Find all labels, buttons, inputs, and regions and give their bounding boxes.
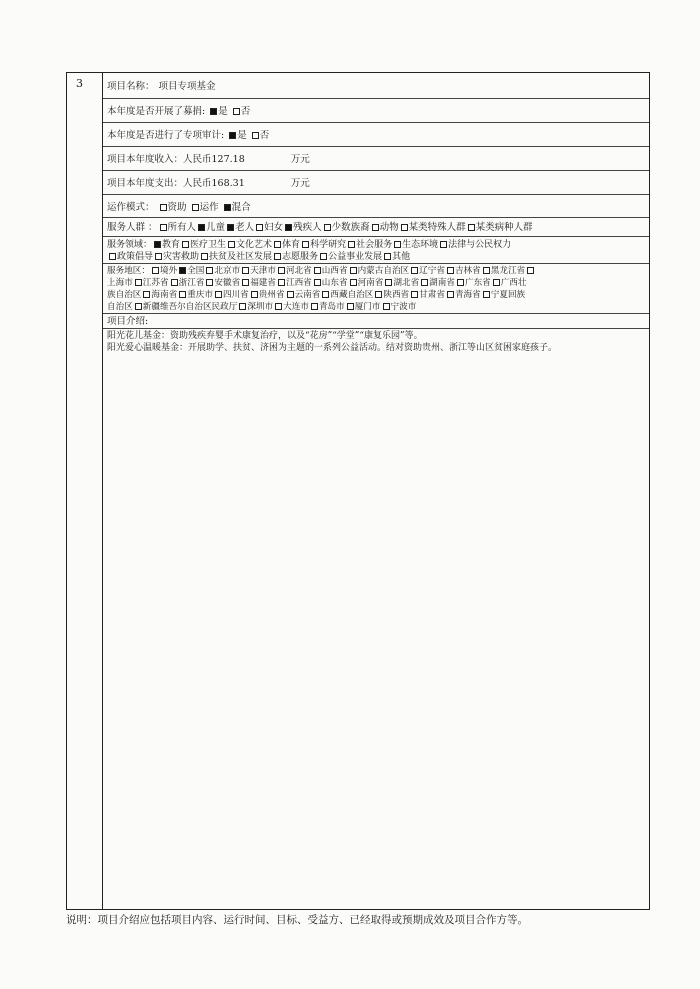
region-checkbox[interactable] xyxy=(242,279,249,286)
region-checkbox[interactable] xyxy=(287,291,294,298)
fundraising-yes-label: 是 xyxy=(218,106,228,117)
group-checkbox[interactable] xyxy=(401,224,408,231)
region-label: 自治区 xyxy=(107,302,133,312)
region-checkbox[interactable] xyxy=(527,267,534,274)
region-label: 族自治区 xyxy=(107,290,142,300)
service-regions-row xyxy=(103,264,649,314)
region-label: 安徽省 xyxy=(214,278,241,288)
field-label: 法律与公民权力 xyxy=(448,240,512,250)
region-label: 宁夏回族 xyxy=(490,290,526,300)
footnote: 说明：项目介绍应包括项目内容、运行时间、目标、受益方、已经取得或预期成效及项目合作方等。 xyxy=(66,914,528,926)
region-label: 广东省 xyxy=(464,278,491,288)
field-label: 灾害救助 xyxy=(163,252,200,262)
field-checkbox[interactable] xyxy=(440,241,447,248)
service-regions-line xyxy=(107,289,649,301)
region-checkbox[interactable] xyxy=(483,267,490,274)
group-label: 所有人 xyxy=(167,222,197,233)
project-name-row xyxy=(103,73,649,99)
field-label: 文化艺术 xyxy=(236,240,273,250)
service-regions-line xyxy=(107,265,649,277)
region-label: 湖北省 xyxy=(393,278,420,288)
field-checkbox[interactable] xyxy=(384,253,391,260)
field-label: 科学研究 xyxy=(310,240,347,250)
audit-no-checkbox[interactable] xyxy=(252,132,259,139)
group-checkbox[interactable] xyxy=(468,224,475,231)
region-checkbox[interactable] xyxy=(322,291,329,298)
intro-label: 项目介绍: xyxy=(107,316,149,327)
region-label: 湖南省 xyxy=(429,278,455,288)
region-checkbox[interactable] xyxy=(206,279,213,286)
field-label: 医疗卫生 xyxy=(190,240,227,250)
region-label: 厦门市 xyxy=(354,302,381,312)
project-table xyxy=(66,72,650,910)
service-fields-label: 服务领域： xyxy=(107,240,153,250)
region-label: 广西壮 xyxy=(500,278,527,288)
service-fields-line xyxy=(107,239,649,251)
region-label: 宁波市 xyxy=(390,302,417,312)
group-label: 少数族裔 xyxy=(331,222,370,233)
region-label: 山西省 xyxy=(321,266,348,276)
service-regions-line xyxy=(107,277,649,289)
audit-yes-checkbox[interactable] xyxy=(229,132,236,139)
region-label: 境外 xyxy=(159,266,178,276)
group-label: 某类特殊人群 xyxy=(408,222,466,233)
intro-paragraph: 阳光花儿基金：资助残疾弃婴手术康复治疗，以及“花房”“学堂”“康复乐园”等。 xyxy=(107,331,423,341)
field-label: 体育 xyxy=(282,240,301,250)
fundraising-no-checkbox[interactable] xyxy=(233,108,240,115)
intro-header-row xyxy=(103,314,649,329)
audit-row xyxy=(103,123,649,147)
region-checkbox[interactable] xyxy=(375,291,382,298)
region-label: 辽宁省 xyxy=(419,266,445,276)
mode-option-label: 资助 xyxy=(167,202,187,213)
income-row xyxy=(103,147,649,171)
region-label: 江西省 xyxy=(285,278,312,288)
region-label: 河北省 xyxy=(285,266,312,276)
region-label: 北京市 xyxy=(214,266,241,276)
region-checkbox[interactable] xyxy=(493,279,500,286)
audit-yes-label: 是 xyxy=(237,130,247,141)
audit-no-label: 否 xyxy=(259,130,270,141)
mode-option-label: 混合 xyxy=(231,202,251,213)
region-label: 贵州省 xyxy=(258,290,285,300)
region-label: 上海市 xyxy=(107,278,133,288)
region-label: 江苏省 xyxy=(142,278,169,288)
field-checkbox[interactable] xyxy=(394,241,401,248)
mode-option-checkbox[interactable] xyxy=(224,204,231,211)
group-checkbox[interactable] xyxy=(256,224,263,231)
mode-option-label: 运作 xyxy=(199,202,219,213)
service-fields-line xyxy=(107,251,649,263)
group-checkbox[interactable] xyxy=(285,224,292,231)
region-label: 甘肃省 xyxy=(419,290,445,300)
field-checkbox[interactable] xyxy=(302,241,309,248)
region-checkbox[interactable] xyxy=(152,267,159,274)
expense-unit: 万元 xyxy=(290,178,310,189)
fundraising-label: 本年度是否开展了募捐: xyxy=(107,106,206,117)
region-label: 福建省 xyxy=(250,278,276,288)
region-checkbox[interactable] xyxy=(385,279,392,286)
region-checkbox[interactable] xyxy=(278,267,285,274)
group-checkbox[interactable] xyxy=(227,224,234,231)
operation-mode-label: 运作模式： xyxy=(107,202,155,213)
field-checkbox[interactable] xyxy=(182,241,189,248)
region-checkbox[interactable] xyxy=(171,279,178,286)
mode-option-checkbox[interactable] xyxy=(192,204,199,211)
field-checkbox[interactable] xyxy=(155,253,162,260)
group-label: 动物 xyxy=(379,222,399,233)
region-label: 黑龙江省 xyxy=(490,266,526,276)
service-regions-line xyxy=(107,301,649,313)
region-label: 新疆维吾尔自治区民政厅 xyxy=(142,302,238,312)
region-checkbox[interactable] xyxy=(143,291,150,298)
region-label: 海南省 xyxy=(151,290,178,300)
service-fields-row xyxy=(103,237,649,264)
field-checkbox[interactable] xyxy=(274,253,281,260)
region-label: 大连市 xyxy=(283,302,309,312)
region-checkbox[interactable] xyxy=(314,279,321,286)
region-label: 青岛市 xyxy=(318,302,345,312)
region-checkbox[interactable] xyxy=(135,303,142,310)
region-checkbox[interactable] xyxy=(483,291,490,298)
region-checkbox[interactable] xyxy=(457,279,464,286)
region-checkbox[interactable] xyxy=(347,303,354,310)
group-checkbox[interactable] xyxy=(198,224,205,231)
region-checkbox[interactable] xyxy=(179,291,186,298)
field-label: 其他 xyxy=(392,252,411,262)
region-label: 云南省 xyxy=(294,290,321,300)
region-checkbox[interactable] xyxy=(350,279,357,286)
income-label: 项目本年度收入：人民币127.18 xyxy=(107,154,245,165)
region-label: 山东省 xyxy=(321,278,348,288)
field-checkbox[interactable] xyxy=(109,253,116,260)
field-checkbox[interactable] xyxy=(228,241,235,248)
intro-body xyxy=(103,329,649,909)
region-checkbox[interactable] xyxy=(421,279,428,286)
region-checkbox[interactable] xyxy=(251,291,258,298)
field-checkbox[interactable] xyxy=(320,253,327,260)
region-checkbox[interactable] xyxy=(278,279,285,286)
region-label: 深圳市 xyxy=(247,302,274,312)
field-label: 扶贫及社区发展 xyxy=(209,252,273,262)
service-regions-label: 服务地区： xyxy=(107,266,150,276)
region-label: 河南省 xyxy=(357,278,384,288)
region-checkbox[interactable] xyxy=(447,267,454,274)
region-label: 青海省 xyxy=(454,290,481,300)
group-checkbox[interactable] xyxy=(372,224,379,231)
income-unit: 万元 xyxy=(290,154,310,165)
project-content xyxy=(103,73,649,909)
fundraising-yes-checkbox[interactable] xyxy=(210,108,217,115)
region-label: 内蒙古自治区 xyxy=(357,266,410,276)
project-name-value: 项目专项基金 xyxy=(158,81,216,92)
region-checkbox[interactable] xyxy=(239,303,246,310)
fundraising-row xyxy=(103,99,649,123)
region-checkbox[interactable] xyxy=(447,291,454,298)
field-checkbox[interactable] xyxy=(348,241,355,248)
group-label: 某类病种人群 xyxy=(475,222,533,233)
field-label: 生态环境 xyxy=(402,240,439,250)
group-label: 妇女 xyxy=(264,222,284,233)
region-checkbox[interactable] xyxy=(311,303,318,310)
region-checkbox[interactable] xyxy=(206,267,213,274)
field-label: 社会服务 xyxy=(356,240,393,250)
fundraising-no-label: 否 xyxy=(240,106,251,117)
region-label: 浙江省 xyxy=(178,278,205,288)
field-label: 政策倡导 xyxy=(117,252,154,262)
group-label: 老人 xyxy=(235,222,255,233)
region-checkbox[interactable] xyxy=(350,267,357,274)
row-number: 3 xyxy=(76,77,83,90)
group-label: 儿童 xyxy=(206,222,226,233)
service-groups-label: 服务人群 ： xyxy=(107,222,158,233)
field-checkbox[interactable] xyxy=(154,241,161,248)
operation-mode-row xyxy=(103,195,649,218)
region-checkbox[interactable] xyxy=(242,267,249,274)
region-checkbox[interactable] xyxy=(215,291,222,298)
mode-option-checkbox[interactable] xyxy=(160,204,167,211)
region-checkbox[interactable] xyxy=(179,267,186,274)
region-checkbox[interactable] xyxy=(314,267,321,274)
intro-paragraph: 阳光爱心温暖基金：开展助学、扶贫、济困为主题的一系列公益活动。结对资助贵州、浙江等山区贫困家庭孩子。 xyxy=(107,343,558,353)
field-label: 志愿服务 xyxy=(282,252,319,262)
project-name-label: 项目名称： xyxy=(107,81,155,92)
service-groups-line xyxy=(107,222,533,233)
group-checkbox[interactable] xyxy=(324,224,331,231)
region-label: 四川省 xyxy=(222,290,249,300)
group-label: 残疾人 xyxy=(293,222,322,233)
field-label: 公益事业发展 xyxy=(328,252,383,262)
region-label: 西藏自治区 xyxy=(330,290,374,300)
region-label: 重庆市 xyxy=(187,290,213,300)
region-checkbox[interactable] xyxy=(411,291,418,298)
region-checkbox[interactable] xyxy=(135,279,142,286)
region-label: 天津市 xyxy=(250,266,276,276)
field-checkbox[interactable] xyxy=(274,241,281,248)
service-groups-row xyxy=(103,218,649,237)
field-checkbox[interactable] xyxy=(201,253,208,260)
region-label: 吉林省 xyxy=(454,266,481,276)
row-number-column xyxy=(67,73,103,909)
expense-row xyxy=(103,171,649,195)
region-label: 全国 xyxy=(187,266,205,276)
region-checkbox[interactable] xyxy=(275,303,282,310)
region-checkbox[interactable] xyxy=(411,267,418,274)
region-checkbox[interactable] xyxy=(383,303,390,310)
expense-label: 项目本年度支出：人民币168.31 xyxy=(107,178,245,189)
region-label: 陕西省 xyxy=(383,290,410,300)
audit-label: 本年度是否进行了专项审计: xyxy=(107,130,225,141)
group-checkbox[interactable] xyxy=(160,224,167,231)
field-label: 教育 xyxy=(162,240,181,250)
